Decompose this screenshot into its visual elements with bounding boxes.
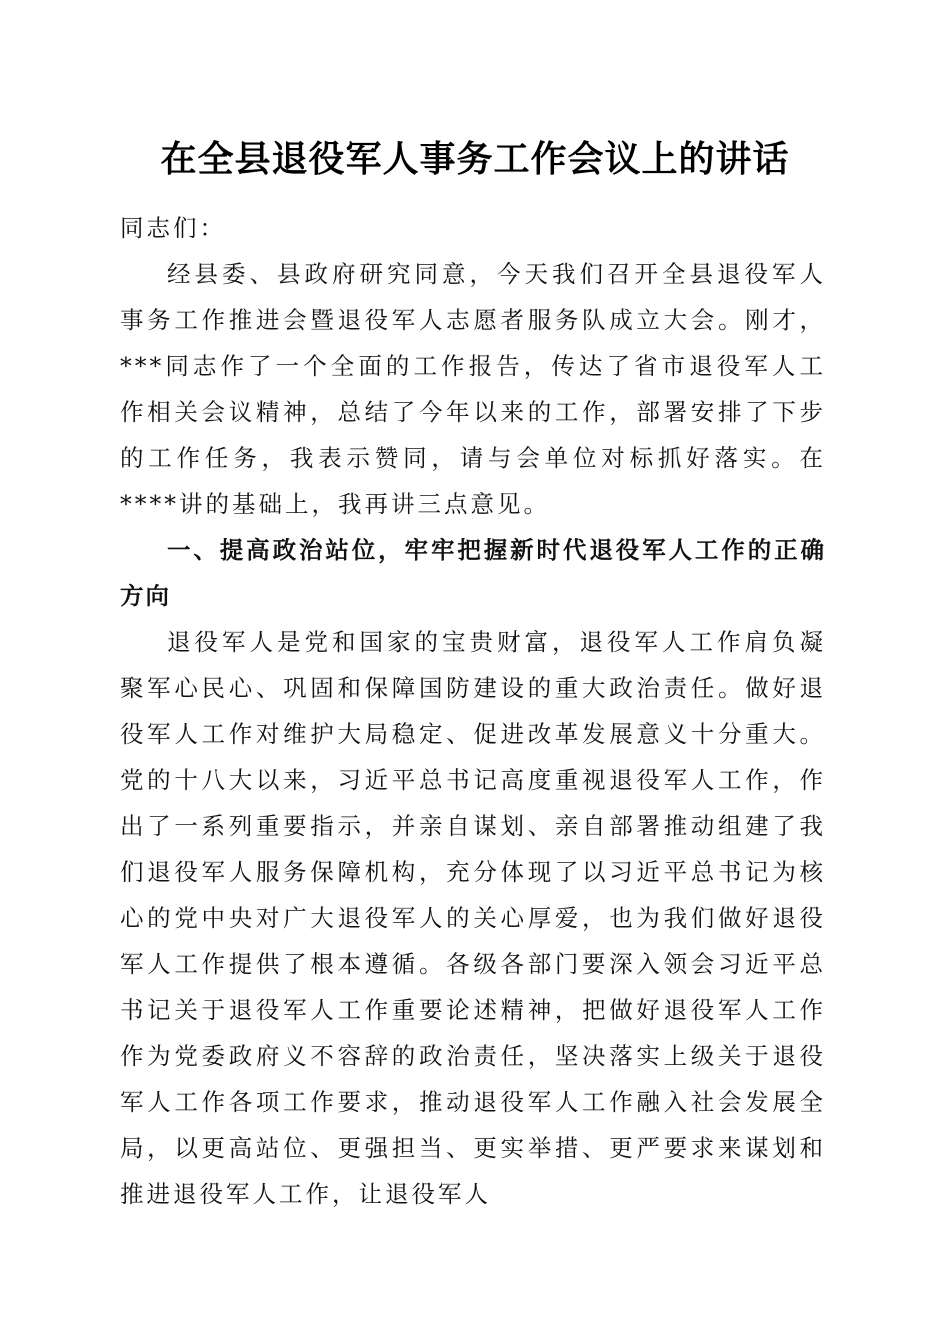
section-heading-1: 一、提高政治站位，牢牢把握新时代退役军人工作的正确方向: [120, 536, 826, 610]
salutation: 同志们：: [120, 214, 226, 242]
intro-paragraph: 经县委、县政府研究同意，今天我们召开全县退役军人事务工作推进会暨退役军人志愿者服务队成立大会。刚才，***同志作了一个全面的工作报告，传达了省市退役军人工作相关会议精神，总结了今年以来的工作，部署安排了下步的工作任务，我表示赞同，请与会单位对标抓好落实。在****讲的基础上，我再讲三点意见。: [120, 260, 826, 518]
document-body: [120, 205, 826, 1217]
section-1-paragraph: 退役军人是党和国家的宝贵财富，退役军人工作肩负凝聚军心民心、巩固和保障国防建设的重大政治责任。做好退役军人工作对维护大局稳定、促进改革发展意义十分重大。党的十八大以来，习近平总书记高度重视退役军人工作，作出了一系列重要指示，并亲自谋划、亲自部署推动组建了我们退役军人服务保障机构，充分体现了以习近平总书记为核心的党中央对广大退役军人的关心厚爱，也为我们做好退役军人工作提供了根本遵循。各级各部门要深入领会习近平总书记关于退役军人工作重要论述精神，把做好退役军人工作作为党委政府义不容辞的政治责任，坚决落实上级关于退役军人工作各项工作要求，推动退役军人工作融入社会发展全局，以更高站位、更强担当、更实举措、更严要求来谋划和推进退役军人工作，让退役军人: [120, 628, 826, 1208]
document-title: 在全县退役军人事务工作会议上的讲话: [160, 138, 790, 180]
